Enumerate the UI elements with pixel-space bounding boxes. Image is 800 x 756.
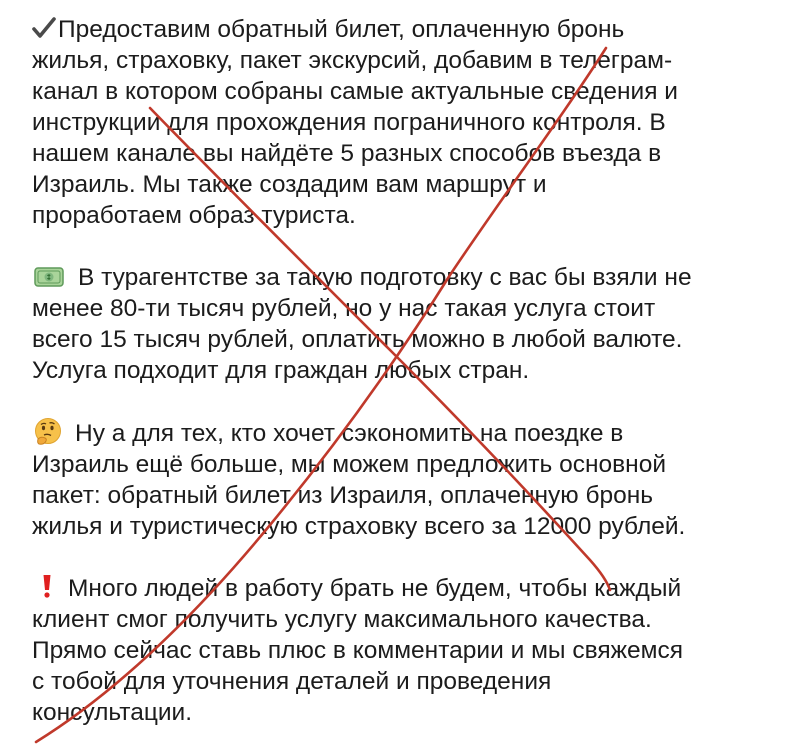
document-body — [32, 14, 792, 728]
paragraph-price — [32, 262, 792, 386]
paragraph-offer-text: Предоставим обратный билет, оплаченную бронь жилья, страховку, пакет экскурсий, добавим в телеграм- канал в котором собраны самые актуальные сведения и инструкции для прохождения пограничного контроля. В нашем канале вы найдёте 5 разных способов въезда в Израиль. Мы также создадим вам маршрут и проработаем образ туриста. — [32, 16, 678, 229]
paragraph-call-to-action — [32, 573, 792, 728]
money-bill-icon — [34, 265, 64, 289]
paragraph-offer — [32, 14, 792, 231]
paragraph-budget-package-text: Ну а для тех, кто хочет сэкономить на поездке в Израиль ещё больше, мы можем предложить основной пакет: обратный билет из Израиля, оплаченную бронь жилья и туристическую страховку всего за 12000 рублей. — [32, 420, 686, 540]
check-mark-icon — [32, 17, 56, 39]
paragraph-budget-package — [32, 417, 792, 542]
paragraph-call-to-action-text: Много людей в работу брать не будем, чтобы каждый клиент смог получить услугу максимального качества. Прямо сейчас ставь плюс в комментарии и мы свяжемся с тобой для уточнения деталей и проведения консультации. — [32, 575, 683, 726]
thinking-face-icon — [33, 417, 63, 447]
paragraph-price-text: В турагентстве за такую подготовку с вас бы взяли не менее 80-ти тысяч рублей, но у нас такая услуга стоит всего 15 тысяч рублей, оплатить можно в любой валюте. Услуга подходит для граждан любых стран. — [32, 264, 692, 384]
exclamation-mark-icon — [40, 573, 54, 599]
